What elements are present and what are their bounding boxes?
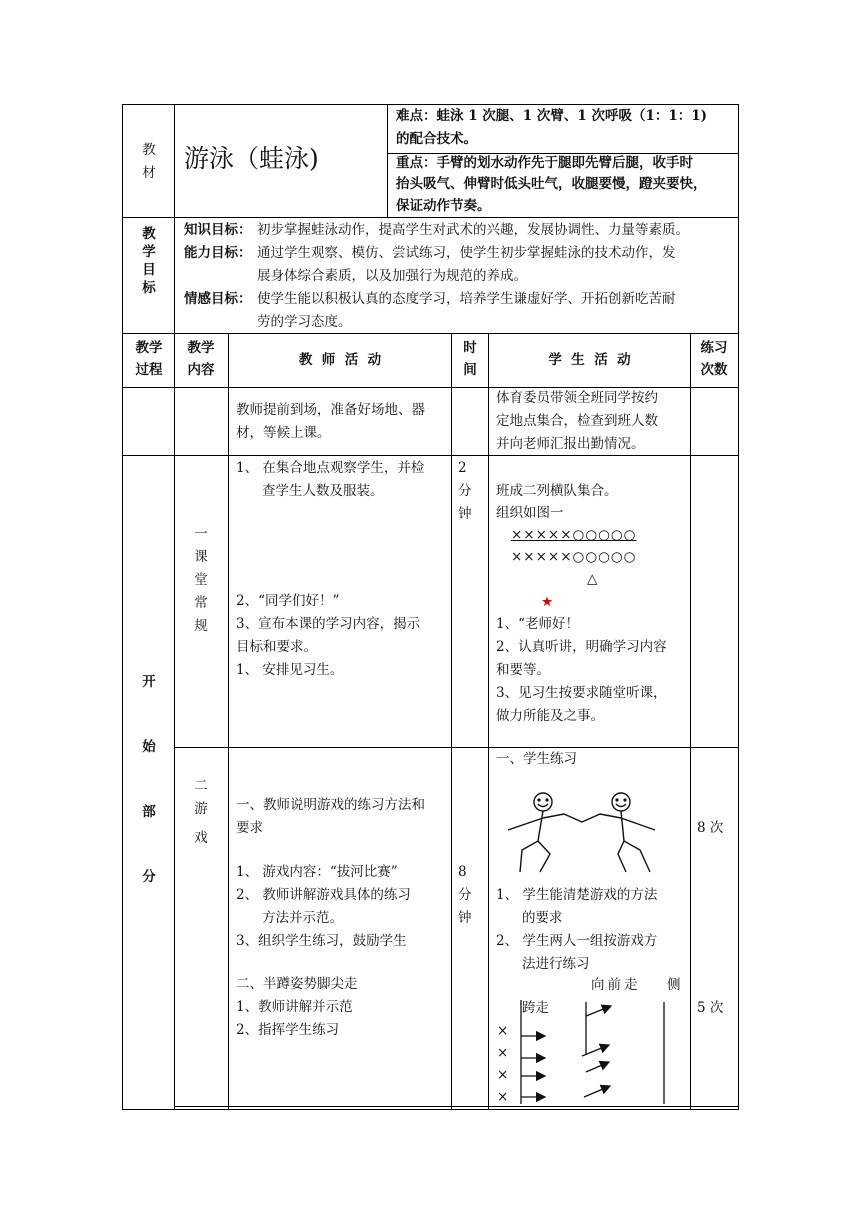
game-teacher-3a: 2、 教师讲解游戏具体的练习 (236, 887, 411, 903)
row-line (122, 333, 739, 334)
routine-label: 一 课 堂 常 规 (194, 526, 208, 634)
formation-row-1: ×××××○○○○○ (511, 527, 637, 543)
game-student-3b: 法进行练习 (522, 956, 590, 972)
routine-student-2: 组织如图一 (496, 505, 564, 521)
game-teacher-7: 2、指挥学生练习 (236, 1022, 340, 1038)
objectives-label: 教 学 目 标 (142, 226, 156, 296)
routine-teacher-1a: 1、 在集合地点观察学生，并检 (236, 460, 425, 476)
col-line (690, 333, 691, 1109)
ability-label: 能力目标： (184, 245, 252, 261)
table-border-left (122, 104, 123, 1110)
difficulty-line-1: 难点：蛙泳 1 次腿、1 次臂、1 次呼吸（1：1：1) (396, 108, 708, 124)
emotion-text-1: 使学生能以积极认真的态度学习，培养学生谦虚好学、开拓创新吃苦耐 (257, 291, 676, 307)
routine-teacher-1b: 查学生人数及服装。 (262, 483, 384, 499)
teacher-position-mark: △ (587, 571, 598, 587)
ability-text-2: 展身体综合素质，以及加强行为规范的养成。 (257, 268, 527, 284)
col-line (488, 333, 489, 1109)
prep-student-2: 定地点集合，检查到班人数 (496, 413, 658, 429)
game-student-2a: 1、 学生能清楚游戏的方法 (496, 887, 658, 903)
cross-mark: × (497, 1023, 509, 1039)
game-count-2: 5 次 (697, 1000, 724, 1016)
knowledge-text: 初步掌握蛙泳动作，提高学生对武术的兴趣，发展协调性、力量等素质。 (257, 222, 689, 238)
material-label: 教 材 (142, 142, 156, 181)
game-student-2b: 的要求 (522, 910, 563, 926)
side-walk-label-1: 侧 (667, 977, 681, 993)
game-label: 二 游 戏 (194, 778, 208, 846)
col-time: 时 间 (463, 340, 477, 378)
routine-teacher-3a: 3、宣布本课的学习内容，揭示 (236, 616, 421, 632)
row-line (174, 747, 739, 748)
knowledge-label: 知识目标： (184, 222, 252, 238)
col-line (451, 333, 452, 1109)
col-count: 练习 次数 (700, 340, 728, 378)
col-line (228, 333, 229, 1109)
emotion-text-2: 劳的学习态度。 (257, 314, 352, 330)
game-teacher-2: 1、 游戏内容：“拔河比赛” (236, 864, 398, 880)
row-line (387, 104, 388, 217)
cross-mark: × (497, 1067, 509, 1083)
game-student-3a: 2、 学生两人一组按游戏方 (496, 933, 658, 949)
cross-mark: × (497, 1045, 509, 1061)
routine-time: 2 分 钟 (458, 460, 472, 522)
col-student: 学 生 活 动 (548, 352, 631, 368)
formation-row-2: ×××××○○○○○ (511, 549, 637, 565)
col-line (174, 333, 175, 1109)
game-teacher-1b: 要求 (236, 820, 263, 836)
routine-student-5b: 做力所能及之事。 (496, 708, 604, 724)
routine-student-5a: 3、见习生按要求随堂听课， (496, 685, 667, 701)
tug-of-war-figure-icon (500, 788, 670, 876)
game-student-1: 一、学生练习 (496, 751, 577, 767)
walking-arrows-diagram-icon (500, 996, 680, 1108)
game-teacher-6: 1、教师讲解并示范 (236, 999, 353, 1015)
game-teacher-1a: 一、教师说明游戏的练习方法和 (236, 797, 425, 813)
routine-teacher-2: 2、“同学们好！” (236, 593, 340, 609)
routine-teacher-3b: 目标和要求。 (236, 639, 317, 655)
focus-line-1: 重点：手臂的划水动作先于腿即先臂后腿，收手时 (396, 155, 693, 171)
routine-student-4b: 和要等。 (496, 662, 550, 678)
col-content: 教学 内容 (187, 340, 215, 378)
row-line (174, 104, 175, 333)
routine-student-4a: 2、认真听讲，明确学习内容 (496, 639, 667, 655)
game-time: 8 分 钟 (458, 864, 472, 926)
table-border-right (738, 104, 739, 1110)
game-teacher-5: 二、半蹲姿势脚尖走 (236, 976, 358, 992)
row-line (122, 455, 739, 456)
routine-teacher-4: 1、 安排见习生。 (236, 662, 344, 678)
routine-student-3: 1、“老师好！ (496, 616, 579, 632)
lesson-title: 游泳（蛙泳) (184, 144, 319, 173)
prep-student-3: 并向老师汇报出勤情况。 (496, 436, 645, 452)
focus-line-3: 保证动作节奏。 (396, 198, 491, 214)
focus-line-2: 抬头吸气、伸臂时低头吐气，收腿要慢，蹬夹要快， (396, 176, 707, 192)
col-teacher: 教 师 活 动 (298, 352, 382, 368)
emotion-label: 情感目标： (184, 291, 252, 307)
routine-student-1: 班成二列横队集合。 (496, 483, 618, 499)
col-process: 教学 过程 (135, 340, 163, 378)
ability-text-1: 通过学生观察、模仿、尝试练习，使学生初步掌握蛙泳的技术动作，发 (257, 245, 676, 261)
prep-teacher-1: 教师提前到场，准备好场地、器 (236, 402, 425, 418)
prep-student-1: 体育委员带领全班同学按约 (496, 390, 658, 406)
cross-mark: × (497, 1089, 509, 1105)
game-teacher-3b: 方法并示范。 (262, 910, 343, 926)
start-section-label: 开 始 部 分 (142, 674, 156, 885)
game-teacher-4: 3、组织学生练习，鼓励学生 (236, 933, 407, 949)
game-count-1: 8 次 (697, 820, 724, 836)
table-border-bottom (122, 1109, 739, 1110)
prep-teacher-2: 材，等候上课。 (236, 425, 331, 441)
side-walk-label-2: 跨走 (522, 1000, 549, 1016)
star-icon: ★ (541, 594, 554, 610)
difficulty-line-2: 的配合技术。 (396, 131, 477, 147)
forward-walk-label: 向前走 (591, 977, 641, 993)
